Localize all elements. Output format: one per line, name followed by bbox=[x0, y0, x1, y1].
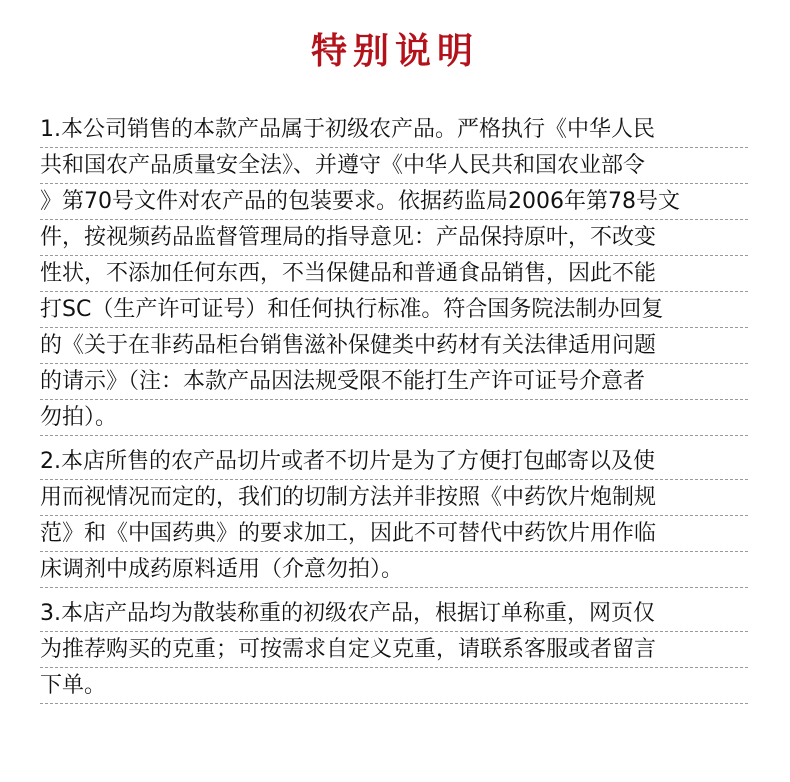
paragraph-line: 床调剂中成药原料适用（介意勿拍）。 bbox=[40, 552, 748, 588]
paragraph-line: 的请示》（注：本款产品因法规受限不能打生产许可证号介意者 bbox=[40, 364, 748, 400]
paragraph-line: 共和国农产品质量安全法》、并遵守《中华人民共和国农业部令 bbox=[40, 148, 748, 184]
paragraph-line: 勿拍）。 bbox=[40, 400, 748, 436]
notice-content bbox=[40, 112, 748, 704]
paragraph-line: 1.本公司销售的本款产品属于初级农产品。严格执行《中华人民 bbox=[40, 112, 748, 148]
paragraph-line: 为推荐购买的克重；可按需求自定义克重，请联系客服或者留言 bbox=[40, 632, 748, 668]
paragraph-line: 的《关于在非药品柜台销售滋补保健类中药材有关法律适用问题 bbox=[40, 328, 748, 364]
notice-paragraph-3 bbox=[40, 596, 748, 704]
paragraph-line: 范》和《中国药典》的要求加工，因此不可替代中药饮片用作临 bbox=[40, 516, 748, 552]
paragraph-line: 3.本店产品均为散装称重的初级农产品，根据订单称重，网页仅 bbox=[40, 596, 748, 632]
paragraph-gap bbox=[40, 436, 748, 444]
paragraph-line: 件，按视频药品监督管理局的指导意见：产品保持原叶，不改变 bbox=[40, 220, 748, 256]
paragraph-line: 2.本店所售的农产品切片或者不切片是为了方便打包邮寄以及使 bbox=[40, 444, 748, 480]
paragraph-line: 》第70号文件对农产品的包装要求。依据药监局2006年第78号文 bbox=[40, 184, 748, 220]
paragraph-line: 打SC（生产许可证号）和任何执行标准。符合国务院法制办回复 bbox=[40, 292, 748, 328]
paragraph-gap bbox=[40, 588, 748, 596]
notice-paragraph-2 bbox=[40, 444, 748, 588]
page-title: 特别说明 bbox=[310, 31, 479, 72]
paragraph-line: 下单。 bbox=[40, 668, 748, 704]
paragraph-line: 性状，不添加任何东西，不当保健品和普通食品销售，因此不能 bbox=[40, 256, 748, 292]
notice-paragraph-1 bbox=[40, 112, 748, 436]
paragraph-line: 用而视情况而定的，我们的切制方法并非按照《中药饮片炮制规 bbox=[40, 480, 748, 516]
